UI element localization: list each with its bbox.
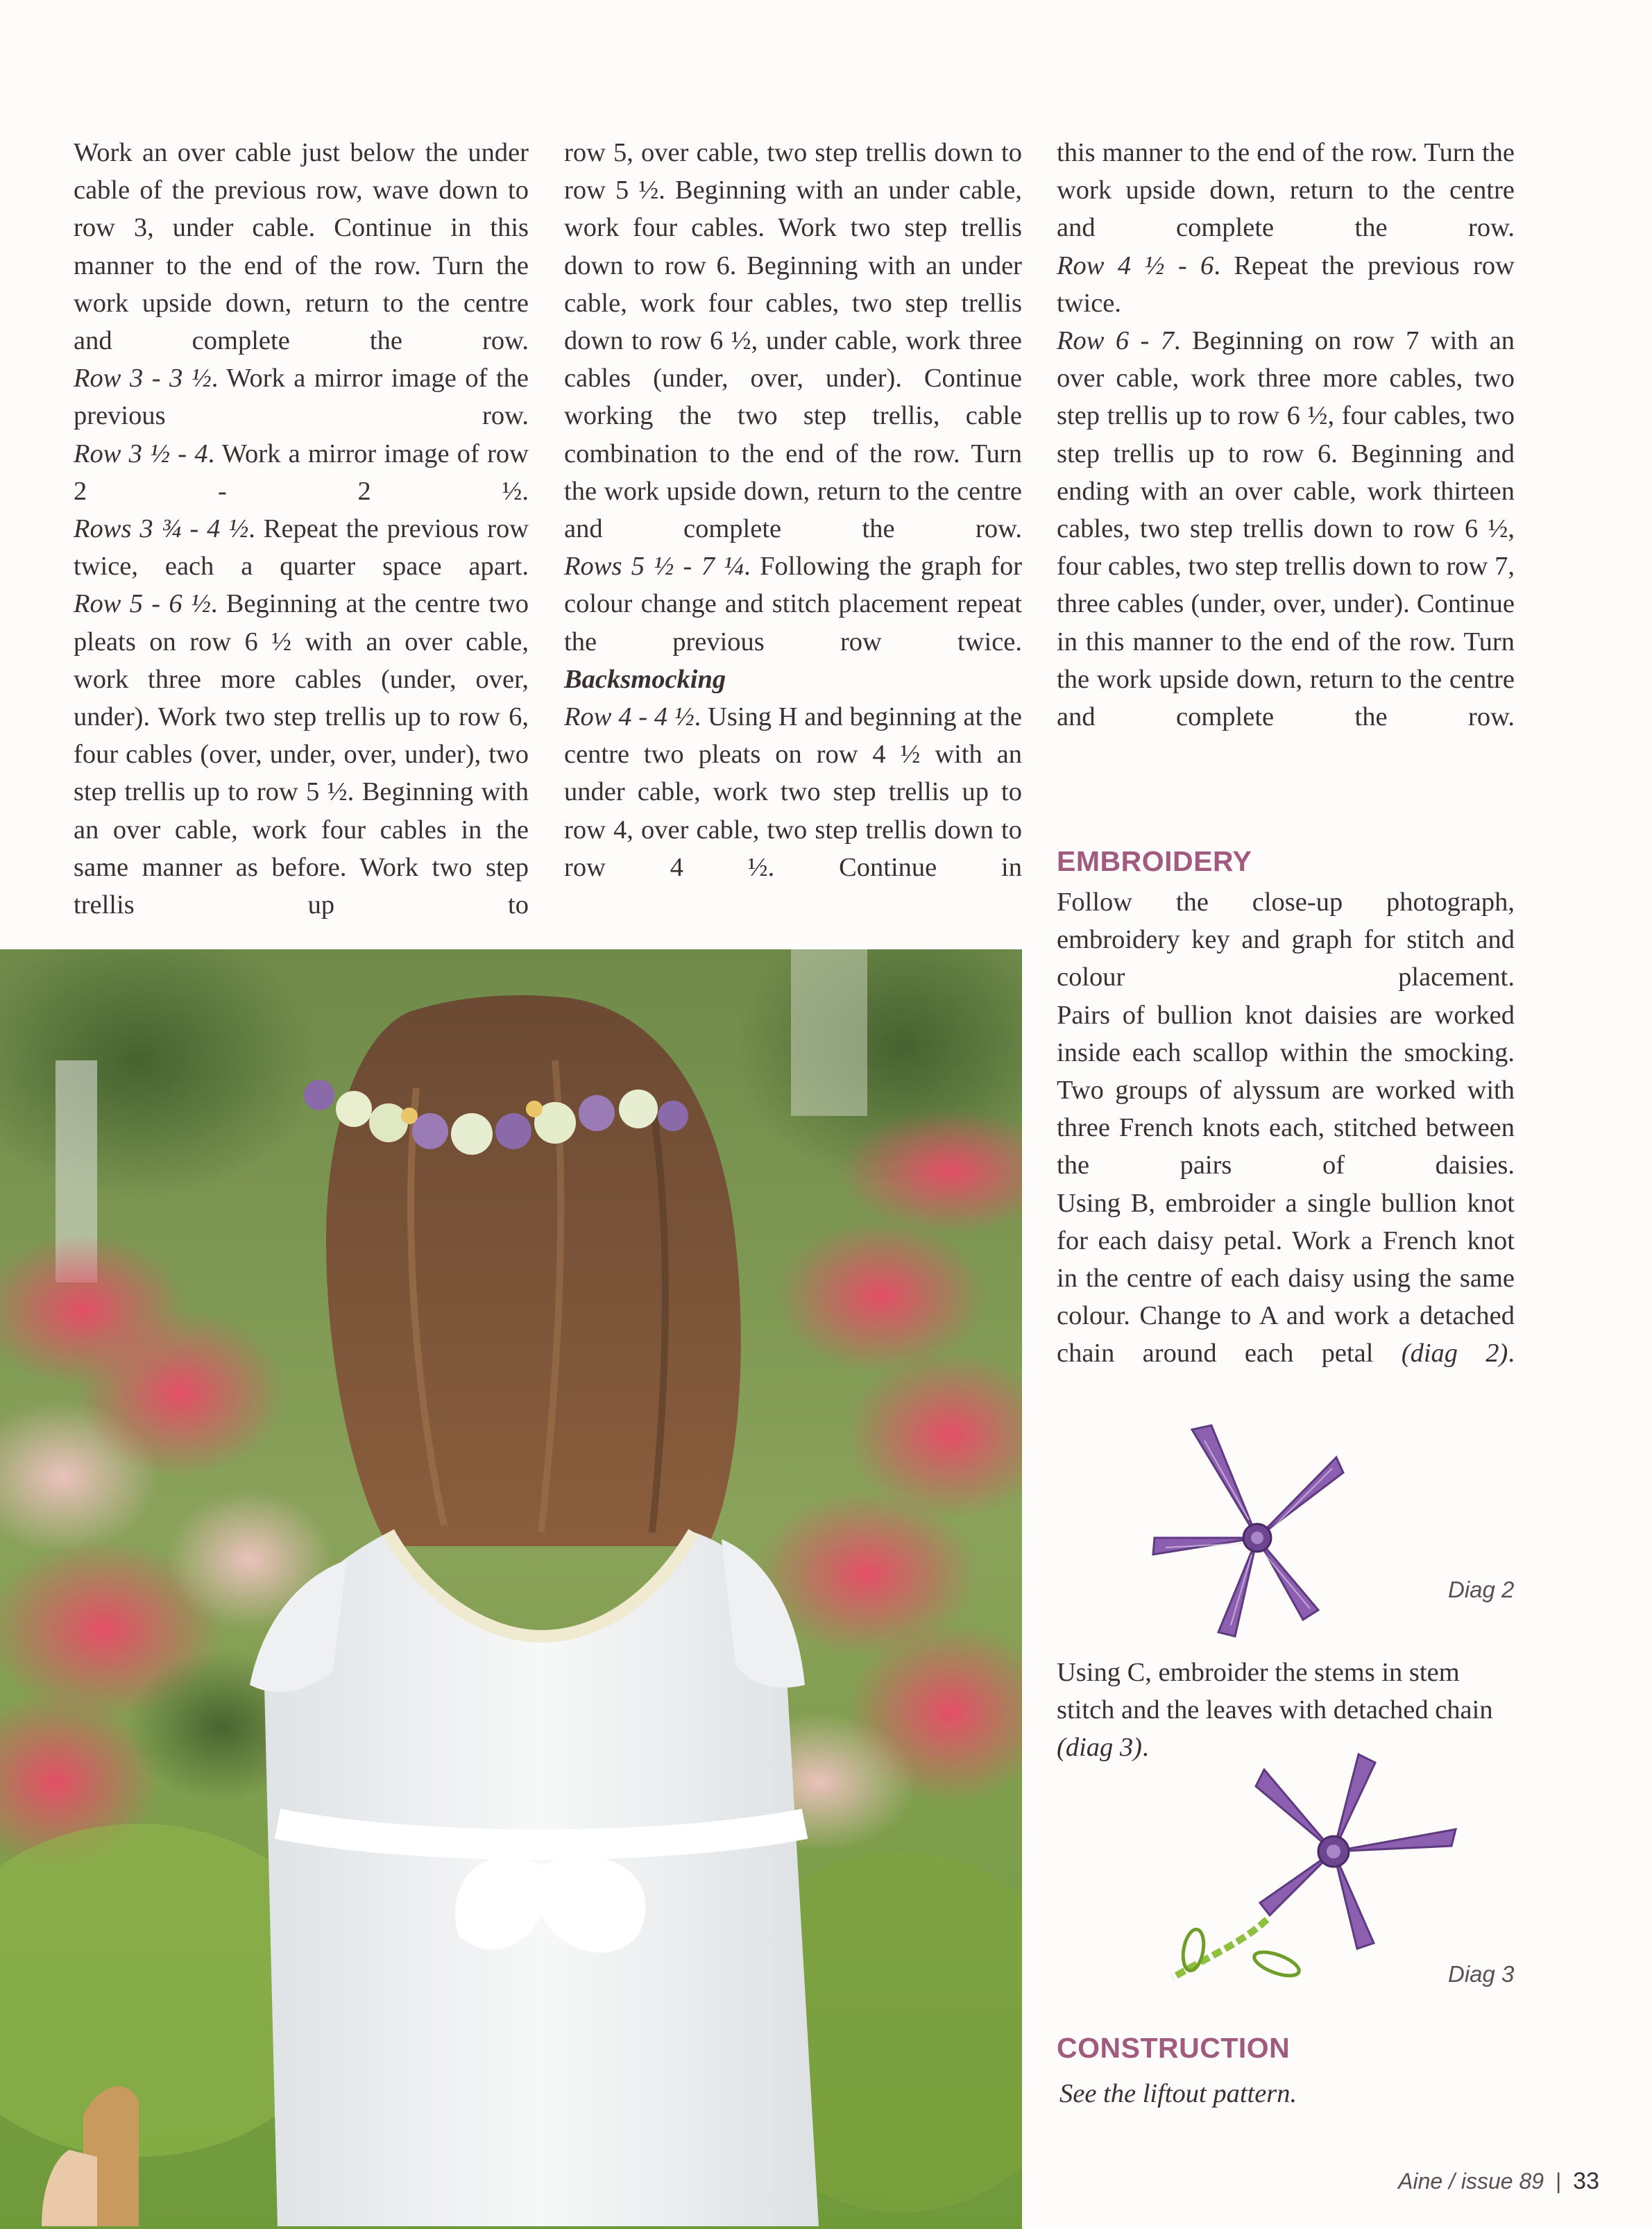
- diag-3-illustration: [1138, 1742, 1471, 2006]
- issue-number: / issue 89: [1449, 2169, 1544, 2194]
- text-column-1: [74, 134, 529, 924]
- paragraph: Using B, embroider a single bullion knot for each daisy petal. Work a French knot in the centre of each daisy using the same colour. Change to A and work a detached chain around each petal (diag 2).: [1057, 1188, 1515, 1368]
- paragraph: Row 4 ½ - 6. Repeat the previous row twice.: [1057, 251, 1515, 318]
- paragraph: Using C, embroider the stems in stem stitch and the leaves with detached chain (diag 3).: [1057, 1658, 1493, 1763]
- paragraph: Row 6 - 7. Beginning on row 7 with an over cable, work three more cables, two step trellis up to row 6 ½, four cables, two step trellis up to row 6. Beginning and ending with an over cable, work thirteen cables, two step trellis down to row 6 ½, four cables, two step trellis down to row 7, three cables (under, over, under). Continue in this manner to the end of the row. Turn the work upside down, return to the centre and complete the row.: [1057, 326, 1515, 732]
- paragraph: Work an over cable just below the under cable of the previous row, wave down to row 3, under cable. Continue in this manner to the end of the row. Turn the work upside down, return to the centre and complete the row.: [74, 138, 529, 356]
- paragraph: Rows 5 ½ - 7 ¼. Following the graph for colour change and stitch placement repeat the previous row twice.: [564, 552, 1023, 656]
- paragraph: Row 3 ½ - 4. Work a mirror image of row 2 - 2 ½.: [74, 439, 529, 506]
- footer-separator: |: [1555, 2169, 1562, 2194]
- diag-2-label: Diag 2: [1448, 1577, 1515, 1602]
- text-column-2: [564, 134, 1022, 886]
- page-footer: [1398, 2168, 1599, 2195]
- embroidery-heading: EMBROIDERY: [1057, 845, 1252, 877]
- paragraph: row 5, over cable, two step trellis down to row 5 ½. Beginning with an under cable, work four cables. Work two step trellis down to row 6. Beginning with an under cable, work four cables, two step trellis down to row 6 ½, under cable, work three cables (under, over, under). Continue working the two step trellis, cable combination to the end of the row. Turn the work upside down, return to the centre and complete the row.: [564, 138, 1022, 544]
- diag-2-illustration: [1138, 1416, 1360, 1645]
- subheading-backsmocking: Backsmocking: [564, 664, 726, 694]
- paragraph: Row 4 - 4 ½. Using H and beginning at the centre two pleats on row 4 ½ with an under cable, work two step trellis up to row 4, over cable, two step trellis down to row 4 ½. Continue in: [564, 702, 1022, 882]
- paragraph: this manner to the end of the row. Turn the work upside down, return to the centre and complete the row.: [1057, 138, 1515, 243]
- paragraph: Rows 3 ¾ - 4 ½. Repeat the previous row twice, each a quarter space apart.: [74, 514, 529, 582]
- paragraph: Follow the close-up photograph, embroidery key and graph for stitch and colour placement.: [1057, 888, 1515, 992]
- text-column-3: [1057, 134, 1515, 736]
- paragraph: Row 5 - 6 ½. Beginning at the centre two pleats on row 6 ½ with an over cable, work three more cables (under, over, under). Work two step trellis up to row 6, four cables (over, under, over, under), two step trellis up to row 5 ½. Beginning with an over cable, work four cables in the same manner as before. Work two step trellis up to: [74, 589, 529, 920]
- photo-girl-in-garden: [0, 949, 1022, 2229]
- diag-3-label: Diag 3: [1448, 1961, 1515, 1987]
- construction-heading: CONSTRUCTION: [1057, 2032, 1291, 2064]
- embroidery-text: [1057, 883, 1515, 1373]
- magazine-name: Aine: [1398, 2169, 1443, 2194]
- page-number: 33: [1573, 2168, 1599, 2194]
- construction-text: See the liftout pattern.: [1059, 2079, 1297, 2108]
- paragraph: Row 3 - 3 ½. Work a mirror image of the previous row.: [74, 364, 529, 431]
- paragraph: Pairs of bullion knot daisies are worked inside each scallop within the smocking. Two groups of alyssum are worked with three French knots each, stitched between the pairs of daisies.: [1057, 1000, 1515, 1180]
